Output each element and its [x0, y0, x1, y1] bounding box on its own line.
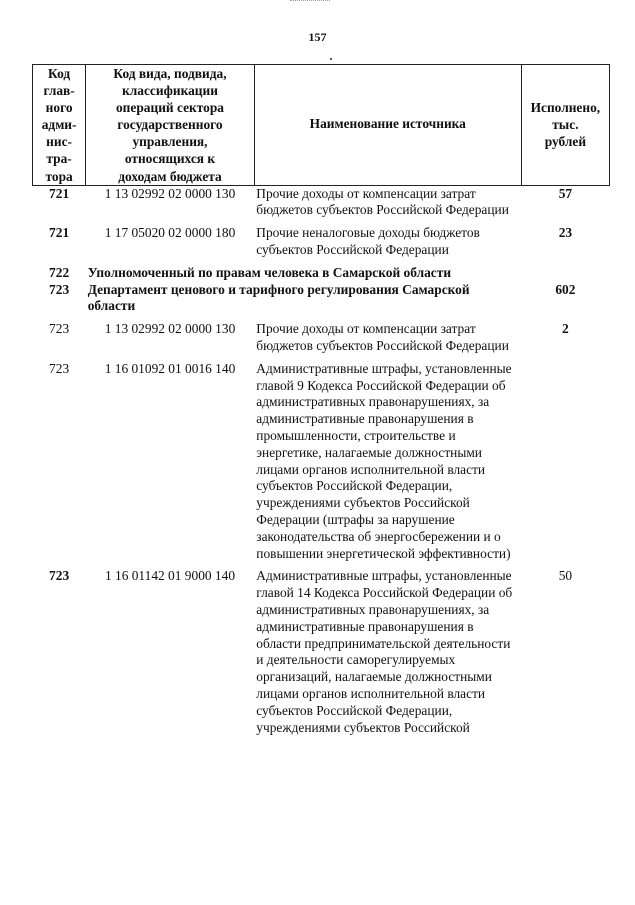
classification-code-cell: 1 13 02992 02 0000 130 [104, 321, 236, 337]
table-row [33, 185, 610, 225]
scan-artifact [290, 0, 330, 3]
admin-code-cell: 723 [49, 360, 70, 376]
amount-cell [521, 361, 609, 569]
table-row [33, 225, 610, 265]
revenue-table [32, 64, 610, 742]
amount-cell: 2 [562, 321, 569, 337]
classification-code-cell: 1 16 01092 01 0016 140 [104, 360, 236, 376]
classification-code-cell: 1 13 02992 02 0000 130 [104, 185, 236, 201]
amount-cell: 23 [558, 225, 573, 241]
source-name-cell: Административные штрафы, установленные главой 14 Кодекса Российской Федерации об административных правонарушениях, за административные правонарушения в области предпринимательской деятельности и деятельности саморегулируемых организаций, налагаемые должностными лицами органов исполнительной власти субъектов Российской Федерации, учреждениями субъектов Российской [256, 568, 513, 735]
source-name-cell: Прочие доходы от компенсации затрат бюджетов субъектов Российской Федерации [256, 321, 509, 354]
admin-code-cell: 721 [49, 185, 70, 201]
admin-code-cell: 723 [49, 568, 70, 584]
header-admin-code: Код глав- ного адми- нис- тра- тора [33, 65, 86, 186]
source-name-cell: Прочие доходы от компенсации затрат бюджетов субъектов Российской Федерации [256, 185, 509, 218]
table-row-heading [33, 282, 610, 322]
table-body [33, 185, 610, 742]
amount-cell: 602 [555, 281, 576, 297]
table-header [33, 65, 610, 186]
source-name-cell: Прочие неналоговые доходы бюджетов субъектов Российской Федерации [256, 225, 480, 258]
admin-code-cell: 721 [49, 225, 70, 241]
admin-code-cell: 723 [49, 321, 70, 337]
classification-code-cell: 1 17 05020 02 0000 180 [104, 225, 236, 241]
source-name-cell: Административные штрафы, установленные главой 9 Кодекса Российской Федерации об административных правонарушениях, за административные правонарушения в промышленности, строительстве и энергетике, налагаемые должностными лицами органов исполнительной власти субъектов Российской Федерации, учреждениями субъектов Российской Федерации (штрафы за нарушение законодательства об энергосбережении и о повышении энергетической эффективности) [256, 360, 512, 561]
table-row [33, 361, 610, 569]
amount-cell [521, 265, 609, 282]
scan-dot [330, 58, 332, 60]
table-row [33, 568, 610, 742]
table-row-heading [33, 265, 610, 282]
header-source-name: Наименование источника [254, 65, 521, 186]
admin-code-cell: 722 [49, 264, 70, 280]
classification-code-cell: 1 16 01142 01 9000 140 [104, 568, 236, 584]
table-row [33, 321, 610, 361]
page-number: 157 [308, 30, 327, 44]
administrator-heading: Уполномоченный по правам человека в Самарской области [87, 264, 452, 280]
amount-cell: 57 [558, 185, 573, 201]
admin-code-cell: 723 [49, 281, 70, 297]
administrator-heading: Департамент ценового и тарифного регулирования Самарской области [87, 281, 470, 314]
amount-cell: 50 [558, 568, 573, 584]
header-row [33, 65, 610, 186]
header-executed: Исполнено, тыс. рублей [521, 65, 609, 186]
header-classification-code: Код вида, подвида, классификации операций сектора государственного управления, относящихся к доходам бюджета [86, 65, 255, 186]
